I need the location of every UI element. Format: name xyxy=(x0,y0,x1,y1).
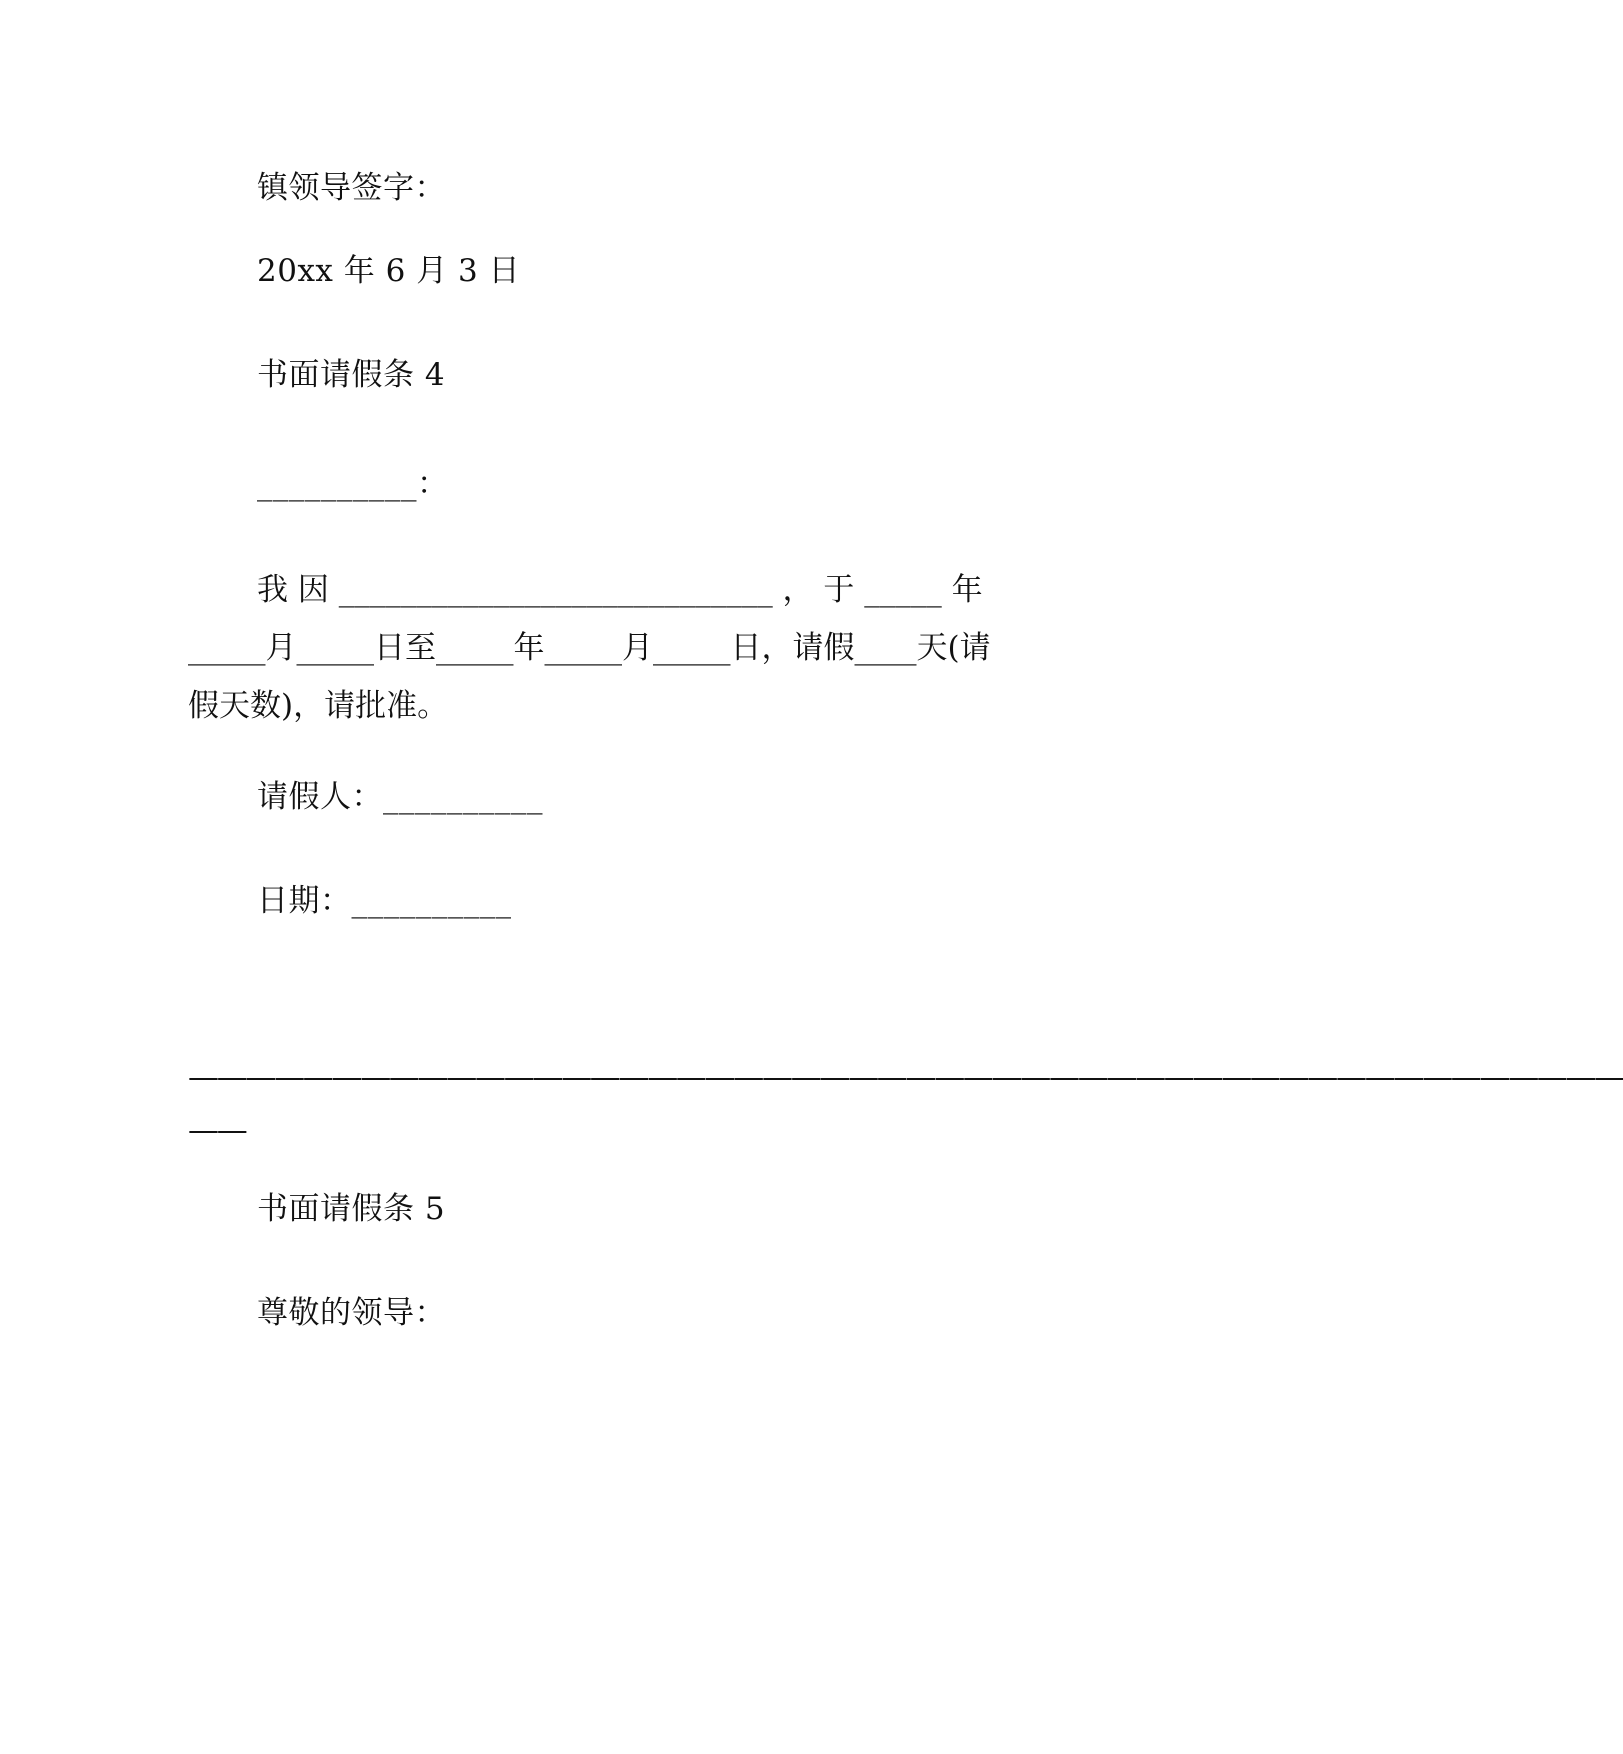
date-line: 20xx 年 6 月 3 日 xyxy=(257,253,521,289)
body-row-1: 我 因 ____________________________ ， 于 _____ 年 xyxy=(257,572,983,608)
date-field-line: 日期：__________ xyxy=(257,883,512,919)
section-heading-5: 书面请假条 5 xyxy=(257,1191,446,1227)
body-row-2: _____月_____日至_____年_____月_____日，请假____天(请 xyxy=(188,630,991,666)
section-heading-4: 书面请假条 4 xyxy=(257,357,446,393)
separator-line-1: —————————————————————————————————————————————————— xyxy=(188,1059,1623,1095)
separator-line-2: —— xyxy=(188,1112,246,1148)
salutation-4: __________： xyxy=(257,466,449,502)
leader-signature-label: 镇领导签字： xyxy=(257,170,446,206)
salutation-5: 尊敬的领导： xyxy=(257,1295,446,1331)
leave-request-body-4 xyxy=(188,561,1060,735)
body-row-3: 假天数)，请批准。 xyxy=(188,688,449,724)
applicant-line: 请假人：__________ xyxy=(257,779,543,815)
